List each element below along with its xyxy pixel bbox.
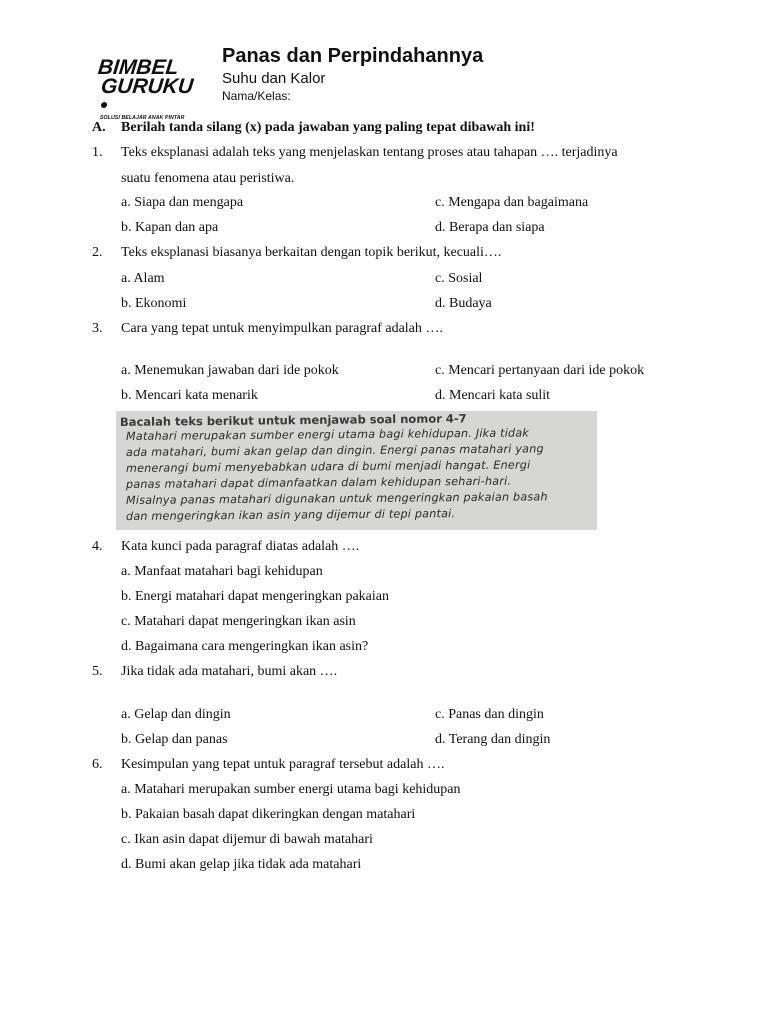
passage-line: menerangi bumi menyebabkan udara di bumi menjadi hangat. Energi	[125, 458, 531, 475]
passage-line: panas matahari dapat dimanfaatkan dalam kehidupan sehari-hari.	[125, 474, 512, 491]
option-c[interactable]: c. Ikan asin dapat dijemur di bawah matahari	[121, 832, 373, 847]
logo-line2: GURUKU	[99, 75, 195, 98]
logo-line1: BIMBEL	[96, 56, 180, 79]
question-text: Teks eksplanasi adalah teks yang menjelaskan tentang proses atau tahapan …. terjadinya	[121, 145, 618, 160]
option-a[interactable]: a. Alam	[121, 271, 165, 286]
logo-dot	[101, 102, 108, 108]
option-b[interactable]: b. Mencari kata menarik	[121, 388, 258, 403]
option-b[interactable]: b. Ekonomi	[121, 296, 187, 311]
question-number: 1.	[92, 145, 103, 160]
page-subtitle: Suhu dan Kalor	[222, 70, 326, 87]
passage-line: Matahari merupakan sumber energi utama bagi kehidupan. Jika tidak	[125, 426, 530, 443]
option-a[interactable]: a. Matahari merupakan sumber energi utama bagi kehidupan	[121, 782, 461, 797]
option-d[interactable]: d. Bagaimana cara mengeringkan ikan asin?	[121, 639, 369, 654]
passage-line: Misalnya panas matahari digunakan untuk mengeringkan pakaian basah	[125, 490, 548, 507]
option-d[interactable]: d. Budaya	[435, 296, 492, 311]
option-a[interactable]: a. Manfaat matahari bagi kehidupan	[121, 564, 323, 579]
logo-tagline: SOLUSI BELAJAR ANAK PINTAR	[100, 115, 185, 121]
option-c[interactable]: c. Mencari pertanyaan dari ide pokok	[435, 363, 645, 378]
option-c[interactable]: c. Sosial	[435, 271, 483, 286]
bimbel-guruku-logo	[96, 56, 198, 121]
option-b[interactable]: b. Kapan dan apa	[121, 220, 219, 235]
reading-passage-image	[116, 411, 597, 530]
question-text: Kata kunci pada paragraf diatas adalah ….	[121, 539, 360, 554]
question-text: Cara yang tepat untuk menyimpulkan paragraf adalah ….	[121, 321, 443, 336]
option-a[interactable]: a. Gelap dan dingin	[121, 707, 231, 722]
option-a[interactable]: a. Menemukan jawaban dari ide pokok	[121, 363, 339, 378]
option-d[interactable]: d. Mencari kata sulit	[435, 388, 551, 403]
option-c[interactable]: c. Mengapa dan bagaimana	[435, 195, 589, 210]
question-number: 5.	[92, 664, 103, 679]
passage-heading: Bacalah teks berikut untuk menjawab soal nomor 4-7	[119, 411, 467, 429]
option-c[interactable]: c. Panas dan dingin	[435, 707, 544, 722]
option-d[interactable]: d. Bumi akan gelap jika tidak ada matahari	[121, 857, 362, 872]
section-instruction: Berilah tanda silang (x) pada jawaban yang paling tepat dibawah ini!	[121, 120, 535, 135]
option-a[interactable]: a. Siapa dan mengapa	[121, 195, 244, 210]
question-number: 3.	[92, 321, 103, 336]
question-number: 6.	[92, 757, 103, 772]
question-text: Teks eksplanasi biasanya berkaitan dengan topik berikut, kecuali….	[121, 245, 502, 260]
section-letter: A.	[92, 120, 106, 135]
question-text: Jika tidak ada matahari, bumi akan ….	[121, 664, 338, 679]
option-d[interactable]: d. Terang dan dingin	[435, 732, 551, 747]
question-text-cont: suatu fenomena atau peristiwa.	[121, 171, 295, 186]
page-title: Panas dan Perpindahannya	[222, 45, 484, 67]
passage-line: dan mengeringkan ikan asin yang dijemur di tepi pantai.	[125, 507, 456, 523]
question-number: 2.	[92, 245, 103, 260]
question-text: Kesimpulan yang tepat untuk paragraf tersebut adalah ….	[121, 757, 445, 772]
question-number: 4.	[92, 539, 103, 554]
name-class-label: Nama/Kelas:	[222, 89, 291, 103]
option-b[interactable]: b. Energi matahari dapat mengeringkan pakaian	[121, 589, 389, 604]
option-c[interactable]: c. Matahari dapat mengeringkan ikan asin	[121, 614, 356, 629]
option-b[interactable]: b. Gelap dan panas	[121, 732, 228, 747]
logo-line2-wrap	[98, 77, 200, 115]
option-b[interactable]: b. Pakaian basah dapat dikeringkan dengan matahari	[121, 807, 416, 822]
option-d[interactable]: d. Berapa dan siapa	[435, 220, 545, 235]
passage-line: ada matahari, bumi akan gelap dan dingin. Energi panas matahari yang	[125, 442, 544, 459]
